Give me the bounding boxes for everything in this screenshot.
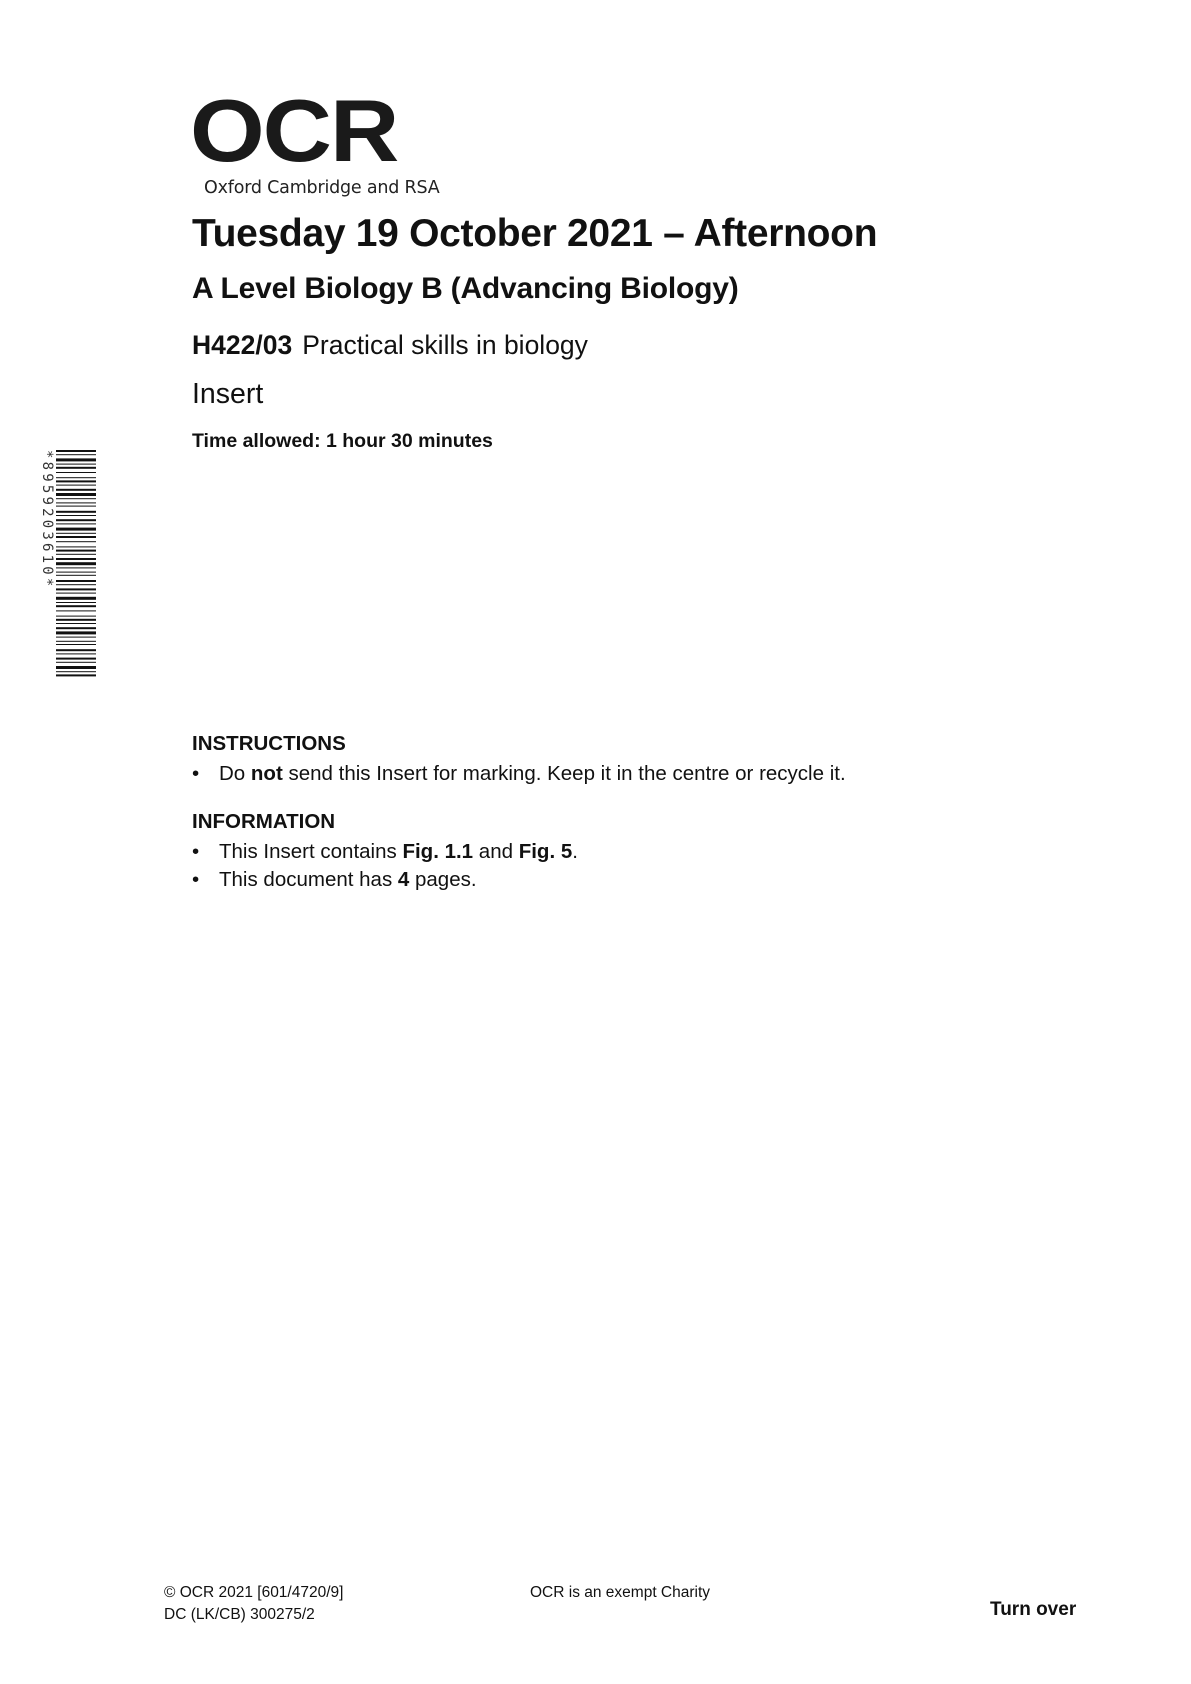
information-section bbox=[192, 810, 992, 894]
instructions-list bbox=[192, 760, 992, 788]
exam-date-session: Tuesday 19 October 2021 – Afternoon bbox=[192, 212, 878, 255]
copyright: © OCR 2021 [601/4720/9] bbox=[164, 1584, 344, 1601]
text-run: and bbox=[473, 840, 519, 863]
text-run-bold: not bbox=[250, 762, 283, 785]
text-run-bold: Fig. 5 bbox=[518, 840, 573, 863]
barcode-bars bbox=[56, 450, 96, 680]
exam-subject: A Level Biology B (Advancing Biology) bbox=[192, 272, 739, 305]
text-run: . bbox=[572, 840, 578, 863]
list-item bbox=[192, 866, 992, 894]
barcode-digits: *8959203610* bbox=[39, 450, 55, 590]
charity-note: OCR is an exempt Charity bbox=[530, 1584, 711, 1601]
bullet: • bbox=[192, 762, 200, 785]
text-run-bold: 4 bbox=[397, 868, 410, 891]
list-item bbox=[192, 838, 992, 866]
text-run: send this Insert for marking. Keep it in the centre or recycle it. bbox=[282, 762, 846, 785]
logo-tagline: Oxford Cambridge and RSA bbox=[204, 178, 440, 198]
logo-wordmark: OCR bbox=[190, 81, 398, 181]
time-allowed: Time allowed: 1 hour 30 minutes bbox=[192, 430, 493, 452]
text-run: This Insert contains bbox=[219, 840, 403, 863]
information-heading: INFORMATION bbox=[192, 810, 336, 833]
text-run: This document has bbox=[219, 868, 398, 891]
instructions-heading: INSTRUCTIONS bbox=[192, 732, 346, 755]
text-run: pages. bbox=[409, 868, 477, 891]
paper-title: Practical skills in biology bbox=[302, 330, 588, 360]
barcode bbox=[40, 450, 100, 680]
bullet: • bbox=[192, 868, 200, 891]
paper-code: H422/03 bbox=[192, 330, 293, 360]
text-run-bold: Fig. 1.1 bbox=[402, 840, 474, 863]
text-run: Do bbox=[219, 762, 251, 785]
information-list bbox=[192, 838, 992, 894]
list-item bbox=[192, 760, 992, 788]
document-ref: DC (LK/CB) 300275/2 bbox=[164, 1606, 315, 1623]
ocr-logo bbox=[190, 81, 450, 198]
turn-over-label: Turn over bbox=[990, 1599, 1077, 1620]
bullet: • bbox=[192, 840, 200, 863]
footer-left bbox=[164, 1582, 343, 1626]
instructions-section bbox=[192, 732, 992, 788]
exam-paper bbox=[192, 330, 588, 361]
document-type: Insert bbox=[192, 378, 264, 410]
